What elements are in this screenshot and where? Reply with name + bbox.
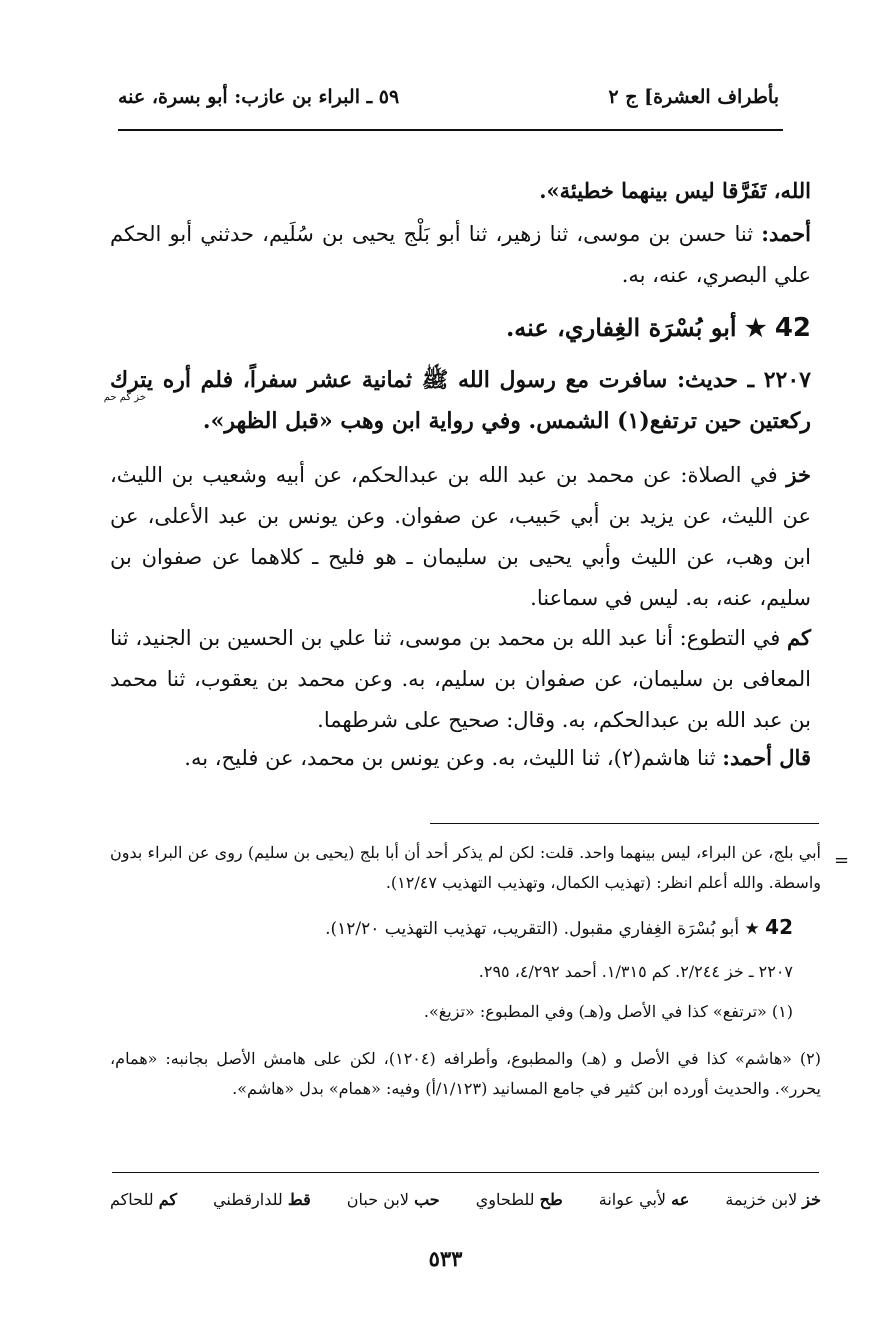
footnote-rule: [430, 823, 819, 824]
running-header: [118, 82, 779, 112]
footnote-2: (٢) «هاشم» كذا في الأصل و (هـ) والمطبوع، وأطرافه (١٢٠٤)، لكن على هامش الأصل بجانبه: «همام، يحرر». والحديث أورده ابن كثير في جامع المسانيد (١/١٢٣/أ) وفيه: «همام» بدل «هاشم».: [110, 1049, 822, 1098]
abbrev-item: كم للحاكم: [110, 1190, 178, 1209]
hadith-sigla: خز كم حم: [103, 392, 146, 403]
footnote-42-text: أبو بُسْرَة الغِفاري مقبول. (التقريب، تهذيب التهذيب ١٢/٢٠).: [325, 919, 740, 939]
abbrev-item: طح للطحاوي: [475, 1190, 563, 1209]
chain-text: في التطوع: أنا عبد الله بن محمد بن موسى، ثنا علي بن الحسين بن الجنيد، ثنا المعافى بن سليمان، عن صفوان بن سليم، به. وعن محمد بن يعقوب، ثنا محمد بن عبد الله بن عبدالحكم، به. وقال: صحيح على شرطهما.: [110, 626, 811, 732]
source-ahmad: قال أحمد:: [722, 745, 811, 770]
paragraph-khuzayma: [110, 454, 811, 619]
header-rule: [118, 129, 783, 131]
paragraph-hadith-end: الله، تَفَرَّقا ليس بينهما خطيئة».: [539, 178, 811, 203]
page-number: ٥٣٣: [428, 1246, 463, 1271]
footnote-continuation: أبي بلج، عن البراء، ليس بينهما واحد. قلت: لكن لم يذكر أحد أن أبا بلج (يحيى بن سليم) روى عن البراء بدون واسطة. والله أعلم انظر: (تهذيب الكمال، وتهذيب التهذيب ١٢/٤٧).: [110, 843, 821, 892]
paragraph-ahmad-2: [110, 737, 811, 779]
section-number: 42: [774, 313, 811, 343]
source-ahmad: أحمد:: [761, 221, 811, 246]
hadith-2207: [110, 360, 811, 442]
paragraph-ahmad-chain: [110, 213, 811, 296]
footnote-42-number: 42: [765, 915, 793, 939]
hadith-text: ـ حديث: سافرت مع رسول الله ﷺ ثمانية عشر سفراً، فلم أره يترك ركعتين حين ترتفع(١) الشمس. وفي رواية ابن وهب «قبل الظهر».: [110, 367, 811, 434]
abbrev-item: خز لابن خزيمة: [725, 1190, 821, 1209]
hadith-number: ٢٢٠٧: [763, 367, 811, 393]
footnote-42: [110, 912, 793, 944]
abbrev-item: عه لأبي عوانة: [598, 1190, 690, 1209]
abbrev-item: حب لابن حبان: [346, 1190, 440, 1209]
source-km: كم: [787, 625, 811, 650]
chain-text: ثنا هاشم(٢)، ثنا الليث، به. وعن يونس بن محمد، عن فليح، به.: [184, 746, 723, 770]
continuation-mark: =: [834, 850, 850, 871]
abbreviations-key: [110, 1190, 821, 1209]
abbrev-item: قط للدارقطني: [213, 1190, 311, 1209]
abbreviations-rule: [112, 1172, 819, 1173]
star-icon: ★: [744, 919, 760, 939]
chain-text: في الصلاة: عن محمد بن عبد الله بن عبدالحكم، عن أبيه وشعيب بن الليث، عن الليث، عن يزيد بن أبي حَبيب، عن صفوان. وعن يونس بن عبد الأعلى، عن ابن وهب، عن الليث وأبي يحيى بن سليمان ـ هو فليح ـ كلاهما عن صفوان بن سليم، عنه، به. ليس في سماعنا.: [110, 463, 811, 610]
section-title: أبو بُسْرَة الغِفاري، عنه.: [505, 313, 737, 342]
paragraph-hakim: [110, 617, 811, 741]
header-volume: بأطراف العشرة] ج ٢: [608, 86, 779, 108]
star-icon: ★: [744, 313, 767, 342]
header-chapter: ٥٩ ـ البراء بن عازب: أبو بسرة، عنه: [118, 86, 400, 108]
footnote-references: ٢٢٠٧ ـ خز ٢/٢٤٤. كم ١/٣١٥. أحمد ٤/٢٩٢، ٢٩٥.: [478, 962, 793, 981]
chain-text: ثنا حسن بن موسى، ثنا زهير، ثنا أبو بَلْج يحيى بن سُلَيم، حدثني أبو الحكم علي البصري، عنه، به.: [110, 222, 811, 287]
section-heading: [110, 307, 811, 349]
source-khz: خز: [786, 462, 811, 487]
footnote-1: (١) «ترتفع» كذا في الأصل و(هـ) وفي المطبوع: «تزيغ».: [423, 1002, 793, 1021]
